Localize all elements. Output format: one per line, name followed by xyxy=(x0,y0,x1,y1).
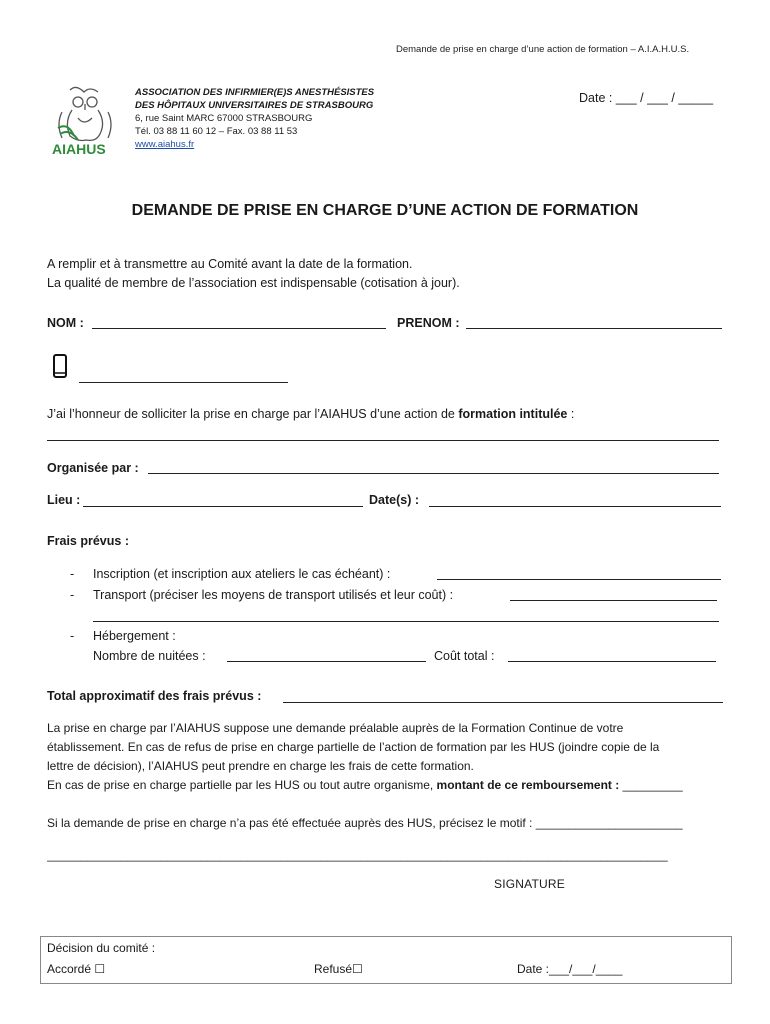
phone-input-line[interactable] xyxy=(79,382,288,383)
association-name-1: ASSOCIATION DES INFIRMIER(E)S ANESTHÉSISTES xyxy=(135,87,375,98)
nom-label: NOM : xyxy=(47,316,84,330)
page-title: DEMANDE DE PRISE EN CHARGE D’UNE ACTION DE FORMATION xyxy=(131,202,639,219)
website-link[interactable]: www.aiahus.fr xyxy=(135,139,195,150)
running-header: Demande de prise en charge d’une action de formation – A.I.A.H.U.S. xyxy=(396,44,690,55)
association-phone: Tél. 03 88 11 60 12 – Fax. 03 88 11 53 xyxy=(135,126,298,137)
owl-logo-icon xyxy=(50,82,122,158)
cout-total-label: Coût total : xyxy=(434,649,495,663)
transport-input-line-2[interactable] xyxy=(93,621,719,622)
formation-title-input-line[interactable] xyxy=(47,440,719,441)
aiahus-logo xyxy=(50,82,122,158)
nuitees-input-line[interactable] xyxy=(227,661,426,662)
accorde-checkbox[interactable]: Accordé ☐ xyxy=(47,962,106,976)
motif-text[interactable]: Si la demande de prise en charge n’a pas été effectuée auprès des HUS, précisez le motif : ______________________ xyxy=(47,816,683,830)
nom-input-line[interactable] xyxy=(92,328,386,329)
total-input-line[interactable] xyxy=(283,702,723,703)
nuitees-label: Nombre de nuitées : xyxy=(93,649,206,663)
logo-text: AIAHUS xyxy=(52,141,106,157)
association-address: 6, rue Saint MARC 67000 STRASBOURG xyxy=(135,113,313,124)
request-text: J’ai l’honneur de solliciter la prise en charge par l’AIAHUS d’une action de formation intitulée : xyxy=(47,407,575,421)
transport-label: Transport (préciser les moyens de transport utilisés et leur coût) : xyxy=(93,588,454,602)
mobile-phone-icon xyxy=(52,354,68,383)
bullet-dash: - xyxy=(70,629,75,643)
inscription-label: Inscription (et inscription aux ateliers le cas échéant) : xyxy=(93,567,391,581)
conditions-line-1: La prise en charge par l’AIAHUS suppose une demande préalable auprès de la Formation Continue de votre xyxy=(47,721,624,735)
dates-label: Date(s) : xyxy=(369,493,420,507)
dates-input-line[interactable] xyxy=(429,506,721,507)
lieu-input-line[interactable] xyxy=(83,506,363,507)
date-field[interactable]: Date : ___ / ___ / _____ xyxy=(579,91,714,105)
total-label: Total approximatif des frais prévus : xyxy=(47,689,262,703)
association-block xyxy=(135,86,374,151)
signature-label: SIGNATURE xyxy=(494,877,565,891)
conditions-line-2: établissement. En cas de refus de prise en charge partielle de l’action de formation par les HUS (joindre copie de la xyxy=(47,740,660,754)
decision-heading: Décision du comité : xyxy=(47,941,156,955)
intro-line-2: La qualité de membre de l’association est indispensable (cotisation à jour). xyxy=(47,276,460,290)
hebergement-label: Hébergement : xyxy=(93,629,176,643)
transport-input-line[interactable] xyxy=(510,600,717,601)
prenom-input-line[interactable] xyxy=(466,328,722,329)
intro-line-1: A remplir et à transmettre au Comité avant la date de la formation. xyxy=(47,257,413,271)
decision-date-field[interactable]: Date :___/___/____ xyxy=(517,962,623,976)
cout-total-input-line[interactable] xyxy=(508,661,716,662)
frais-heading: Frais prévus : xyxy=(47,534,129,548)
organisee-input-line[interactable] xyxy=(148,473,719,474)
bullet-dash: - xyxy=(70,567,75,581)
motif-input-line[interactable]: _____________________________________________________________________________________________ xyxy=(47,848,668,862)
prenom-label: PRENOM : xyxy=(397,316,460,330)
lieu-label: Lieu : xyxy=(47,493,81,507)
bullet-dash: - xyxy=(70,588,75,602)
association-name-2: DES HÔPITAUX UNIVERSITAIRES DE STRASBOURG xyxy=(135,100,374,111)
organisee-label: Organisée par : xyxy=(47,461,139,475)
inscription-input-line[interactable] xyxy=(437,579,721,580)
conditions-line-4: En cas de prise en charge partielle par les HUS ou tout autre organisme, montant de ce remboursement : _________ xyxy=(47,778,683,792)
conditions-line-3: lettre de décision), l’AIAHUS peut prendre en charge les frais de cette formation. xyxy=(47,759,474,773)
refuse-checkbox[interactable]: Refusé☐ xyxy=(314,962,363,976)
